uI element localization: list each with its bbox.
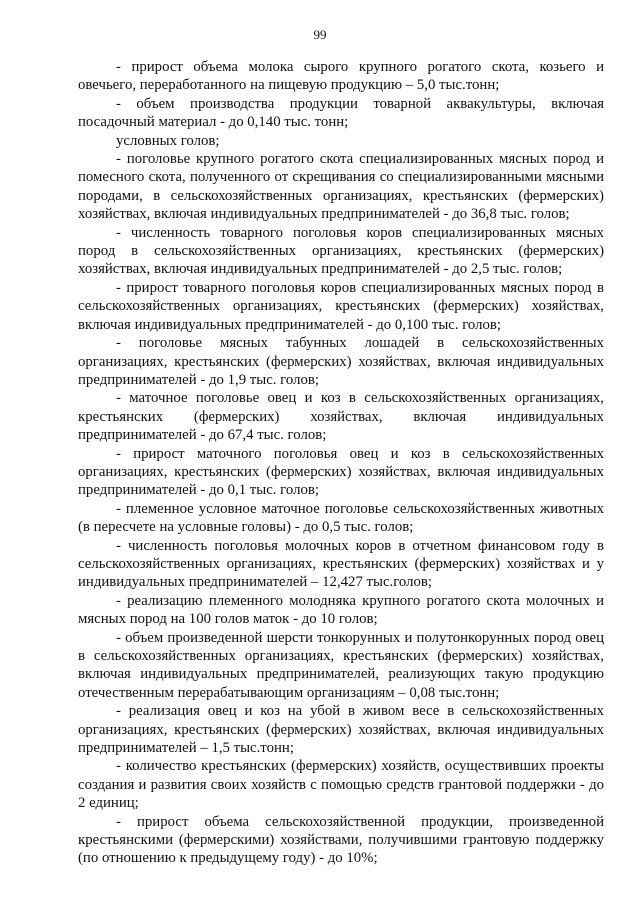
paragraph: - численность поголовья молочных коров в отчетном финансовом году в сельскохозяйственных организациях, крестьянских (фермерских) хозяйствах и у индивидуальных предпринимателей – 12,427 тыс.голов; xyxy=(78,537,604,591)
paragraph: - прирост объема сельскохозяйственной продукции, произведенной крестьянскими (фермерскими) хозяйствами, получившими грантовую поддержку (по отношению к предыдущему году) - до 10%; xyxy=(78,813,604,867)
paragraph: - реализация овец и коз на убой в живом весе в сельскохозяйственных организациях, крестьянских (фермерских) хозяйствах, включая индивидуальных предпринимателей – 1,5 тыс.тонн; xyxy=(78,703,604,757)
paragraph: - маточное поголовье овец и коз в сельскохозяйственных организациях, крестьянских (фермерских) хозяйствах, включая индивидуальных предпринимателей - до 67,4 тыс. голов; xyxy=(78,390,604,444)
page-number: 99 xyxy=(313,27,327,42)
paragraph: условных голов; xyxy=(116,132,220,149)
paragraph: - прирост объема молока сырого крупного рогатого скота, козьего и овечьего, переработанного на пищевую продукцию – 5,0 тыс.тонн; xyxy=(78,59,604,94)
paragraph: - поголовье крупного рогатого скота специализированных мясных пород и помесного скота, полученного от скрещивания со специализированными мясными породами, в сельскохозяйственных организациях, крестьянских (фермерских) хозяйствах, включая индивидуальных предпринимателей - до 36,8 тыс. голов; xyxy=(78,151,604,223)
paragraph: - количество крестьянских (фермерских) хозяйств, осуществивших проекты создания и развития своих хозяйств с помощью средств грантовой поддержки - до 2 единиц; xyxy=(78,758,604,812)
paragraph: - объем производства продукции товарной аквакультуры, включая посадочный материал - до 0,140 тыс. тонн; xyxy=(78,95,604,131)
paragraph: - реализацию племенного молодняка крупного рогатого скота молочных и мясных пород на 100 голов маток - до 10 голов; xyxy=(78,592,604,628)
paragraph: - племенное условное маточное поголовье сельскохозяйственных животных (в пересчете на условные головы) - до 0,5 тыс. голов; xyxy=(78,500,604,536)
paragraph: - поголовье мясных табунных лошадей в сельскохозяйственных организациях, крестьянских (фермерских) хозяйствах, включая индивидуальных предпринимателей - до 1,9 тыс. голов; xyxy=(78,335,604,388)
paragraph: - численность товарного поголовья коров специализированных мясных пород в сельскохозяйственных организациях, крестьянских (фермерских) хозяйствах, включая индивидуальных предпринимателей - до 2,5 тыс. голов; xyxy=(78,224,604,278)
paragraph: - объем произведенной шерсти тонкорунных и полутонкорунных пород овец в сельскохозяйственных организациях, крестьянских (фермерских) хозяйствах, включая индивидуальных предпринимателей, реализующих такую продукцию отечественным перерабатывающим организациям – 0,08 тыс.тонн; xyxy=(78,629,604,701)
paragraph: - прирост маточного поголовья овец и коз в сельскохозяйственных организациях, крестьянских (фермерских) хозяйствах, включая индивидуальных предпринимателей - до 0,1 тыс. голов; xyxy=(78,445,604,499)
paragraph: - прирост товарного поголовья коров специализированных мясных пород в сельскохозяйственных организациях, крестьянских (фермерских) хозяйствах, включая индивидуальных предпринимателей - до 0,100 тыс. голов; xyxy=(78,279,604,333)
document-body xyxy=(78,58,604,868)
